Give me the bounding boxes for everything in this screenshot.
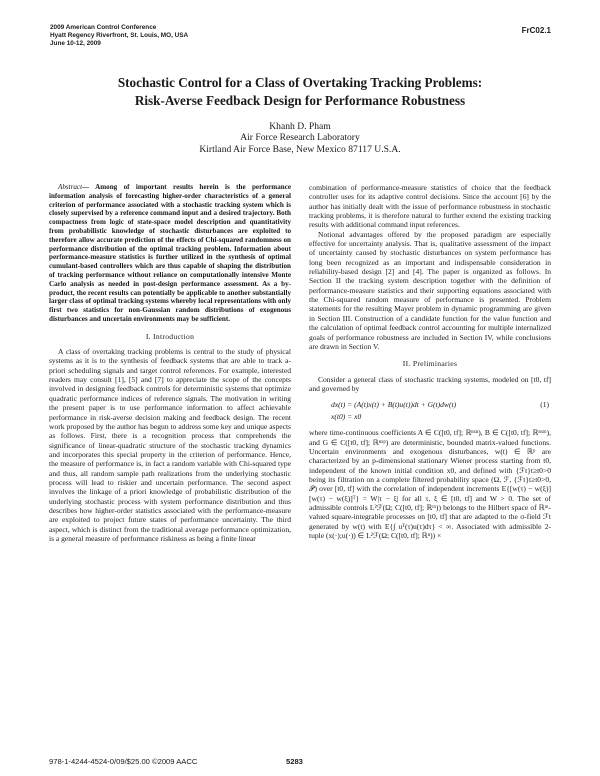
right-column [309, 183, 551, 540]
equation-line-1: dx(t) = (A(t)x(t) + B(t)u(t))dt + G(t)dw(t) [331, 400, 457, 410]
right-paragraph-2: Notional advantages offered by the proposed paradigm are especially effective for uncertainty analysis. That is, qualitative assessment of the impact of uncertainty caused by stochastic disturbances on system performance has long been recognized as an important and indispensable consideration in reliability-based design [2] and [4]. The paper is organized as follows. In Section II the tracking system description together with the definition of performance-measure statistics and their supporting equations associated with the Chi-squared random measure of performance is presented. Problem statements for the resulting Mayer problem in dynamic programming are given in Section III. Construction of a candidate function for the value function and the calculation of optimal feedback control accounting for multiple internalized goals of performance robustness are included in Section IV, while conclusions are drawn in Section V. [309, 229, 551, 351]
author-affiliation: Air Force Research Laboratory [240, 132, 360, 144]
preliminaries-intro: Consider a general class of stochastic tracking systems, modeled on [t0, tf] and governed by [309, 374, 551, 393]
title-line-1: Stochastic Control for a Class of Overtaking Tracking Problems: [117, 75, 483, 90]
equation-1 [309, 397, 551, 425]
equation-line-2: x(t0) = x0 [331, 412, 362, 422]
page-number: 5283 [286, 757, 303, 766]
author-block [50, 121, 550, 155]
left-column [49, 183, 291, 543]
introduction-paragraph: A class of overtaking tracking problems is central to the study of physical systems as it is to the synthesis of feedback systems that are able to track a-priori scheduling signals and target control references. For example, interested readers may consult [1], [5] and [7] to appreciate the scope of the concepts involved in designing feedback controls for deterministic systems that optimize quadratic performance indices of reference signals. The motivation in writing the present paper is to use performance information to affect achievable performance in risk-averse decision making and feedback design. The recent work proposed by the author has begun to address some key and unique aspects as follows. First, there is a recognition process that comprehends the significance of linear-quadratic structure of the stochastic tracking dynamics and incorporates this special property in the criterion of performance. Hence, the measure of performance is, in fact a random variable with Chi-squared type and thus, all random sample path realizations from the underlying stochastic process will lead to riskier and uncertain performance. The second aspect involves the linkage of a priori knowledge of probabilistic distribution of the underlying stochastic process with system performance distribution and thus describes how higher-order statistics associated with the performance-measure are exploited to project future states of performance uncertainty. The third aspect, which is distinct from the traditional average performance optimization, is a general measure of performance riskiness as being a finite linear [49, 347, 291, 543]
paper-title [50, 74, 550, 110]
section-heading-preliminaries: II. Preliminaries [402, 359, 458, 369]
conference-name: 2009 American Control Conference [50, 24, 157, 31]
equation-number: (1) [540, 400, 549, 410]
abstract [49, 183, 291, 324]
preliminaries-paragraph: where time-continuous coefficients A ∈ C([t0, tf]; ℝⁿˣⁿ), B ∈ C([t0, tf]; ℝⁿˣᵐ), and G ∈ C([t0, tf]; ℝⁿˣᵖ) are deterministic, bounded matrix-valued functions. Uncertain environments and exogenous disturbances, w(t) ∈ ℝᵖ are characterized by an p-dimensional stationary Wiener process starting from t0, independent of the known initial condition x0, and defined with {ℱt}t≥t0>0 being its filtration on a complete filtered probability space (Ω, ℱ, {ℱt}t≥t0>0, 𝒫) over [t0, tf] with the correlation of independent increments E{[w(τ) − w(ξ)][w(τ) − w(ξ)]ᵀ} = W|τ − ξ| for all τ, ξ ∈ [t0, tf] and W > 0. The set of admissible controls L²ℱ(Ω; C([t0, tf]; ℝᵐ)) belongs to the Hilbert space of ℝᵐ-valued square-integrable processes on [t0, tf] that are adapted to the σ-field ℱt generated by w(t) with E{∫ uᵀ(τ)u(τ)dτ} < ∞. Associated with admissible 2-tuple (x(·);u(·)) ∈ L²ℱ(Ω; C([t0, tf]; ℝⁿ)) × [309, 428, 551, 540]
right-paragraph-1: combination of performance-measure statistics of choice that the feedback controller uses for its adaptive control decisions. Since the account [6] by the author has initially dealt with the issue of performance robustness in stochastic tracking problems, it is therefore natural to further extend the existing tracking results with additional command input references. [309, 183, 551, 230]
abstract-text: — Among of important results herein is the performance information analysis of forecasting higher-order characteristics of a general criterion of performance associated with a stochastic tracking system which is closely supervised by a reference command input and a desired trajectory. Both compactness from logic of state-space model description and quantitativity from probabilistic knowledge of stochastic disturbances are exploited to therefore allow accurate prediction of the effects of Chi-squared randomness on performance distribution of the optimal tracking problem. Information about performance-measure statistics is further utilized in the synthesis of optimal cumulant-based controllers which are thus capable of shaping the distribution of tracking performance without reliance on computationally intensive Monte Carlo analysis as needed in post-design performance assessment. As a by-product, the recent results can potentially be applicable to another substantially larger class of optimal tracking systems whereby local representations with only first two statistics for non-Gaussian random distributions of exogenous disturbances and uncertain environments may be sufficient. [49, 183, 291, 323]
author-name: Khanh D. Pham [269, 121, 331, 132]
conference-venue: Hyatt Regency Riverfront, St. Louis, MO, USA [50, 32, 189, 39]
conference-header [50, 24, 188, 48]
section-heading-introduction: I. Introduction [145, 331, 195, 341]
conference-dates: June 10-12, 2009 [50, 40, 101, 47]
session-code: FrC02.1 [521, 26, 551, 35]
abstract-label: Abstract [58, 183, 83, 191]
author-address: Kirtland Air Force Base, New Mexico 87117 U.S.A. [199, 143, 401, 155]
title-line-2: Risk-Averse Feedback Design for Performance Robustness [134, 93, 466, 108]
footer-isbn: 978-1-4244-4524-0/09/$25.00 ©2009 AACC [49, 757, 198, 766]
